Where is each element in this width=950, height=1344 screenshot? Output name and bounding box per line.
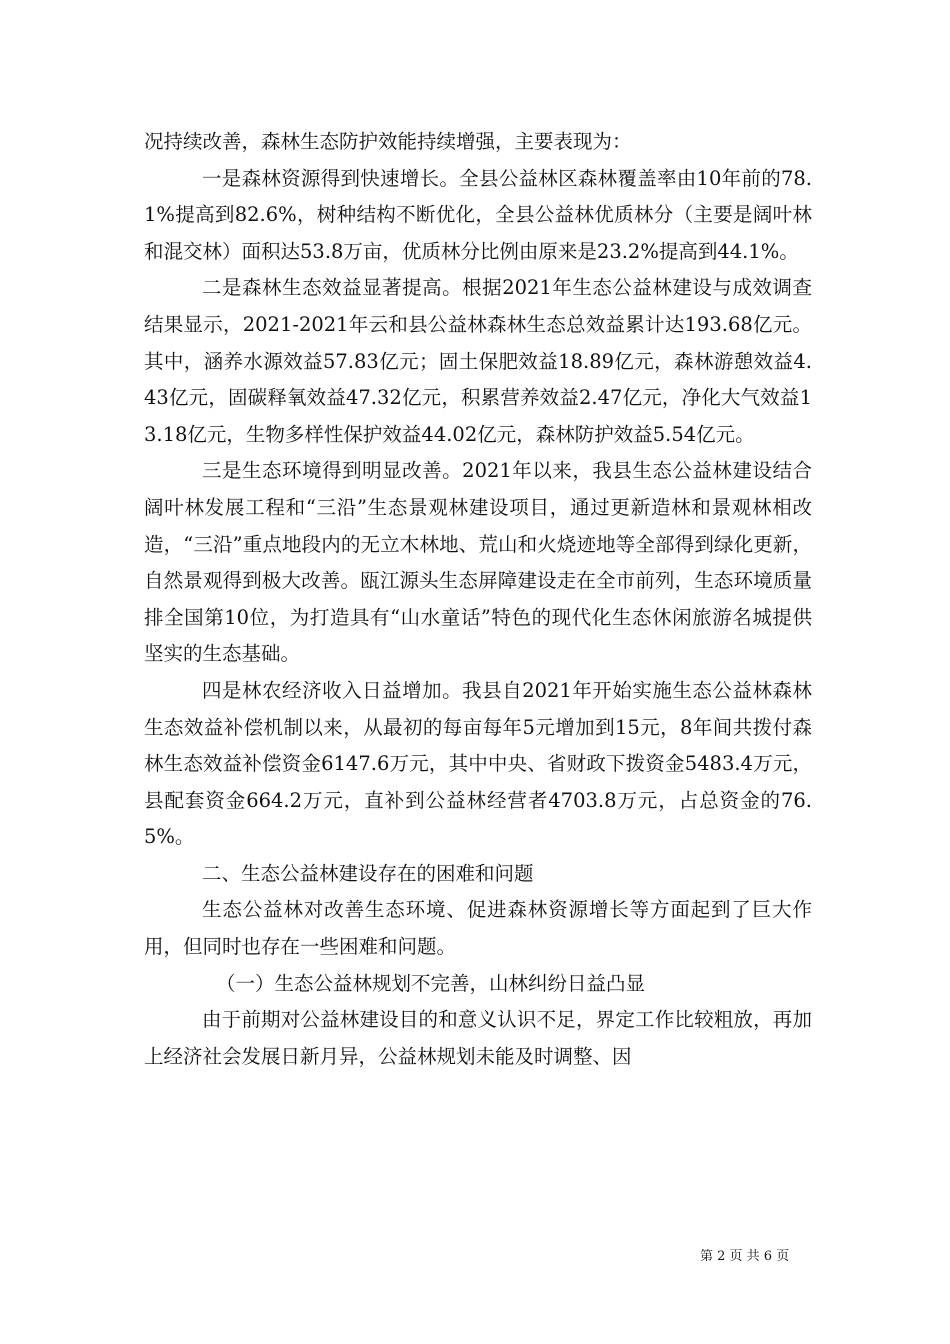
paragraph-farmer-income: 四是林农经济收入日益增加。我县自2021年开始实施生态公益林森林生态效益补偿机制以来，从最初的每亩每年5元增加到15元，8年间共拨付森林生态效益补偿资金6147.6万元，其中中央、省财政下拨资金5483.4万元，县配套资金664.2万元，直补到公益林经营者4703.8万元，占总资金的76.5%。 [144, 678, 812, 849]
page-number-footer: 第 2 页 共 6 页 [700, 1249, 790, 1264]
paragraph-planning-issue: 由于前期对公益林建设目的和意义认识不足，界定工作比较粗放，再加上经济社会发展日新月异，公益林规划未能及时调整、因 [144, 1008, 812, 1068]
paragraph-continuation: 况持续改善，森林生态防护效能持续增强，主要表现为： [144, 130, 632, 153]
paragraph-environment-improvement: 三是生态环境得到明显改善。2021年以来，我县生态公益林建设结合阔叶林发展工程和“三沿”生态景观林建设项目，通过更新造林和景观林相改造，“三沿”重点地段内的无立木林地、荒山和火烧迹地等全部得到绿化更新，自然景观得到极大改善。瓯江源头生态屏障建设走在全市前列，生态环境质量排全国第10位，为打造具有“山水童话”特色的现代化生态休闲旅游名城提供坚实的生态基础。 [144, 459, 812, 666]
section-heading-problems: 二、生态公益林建设存在的困难和问题 [202, 861, 534, 885]
paragraph-ecological-benefits: 二是森林生态效益显著提高。根据2021年生态公益林建设与成效调查结果显示，2021-2021年云和县公益林森林生态总效益累计达193.68亿元。其中，涵养水源效益57.83亿元；固土保肥效益18.89亿元，森林游憩效益4.43亿元，固碳释氧效益47.32亿元，积累营养效益2.47亿元，净化大气效益13.18亿元，生物多样性保护效益44.02亿元，森林防护效益5.54亿元。 [144, 276, 812, 446]
paragraph-forest-resources: 一是森林资源得到快速增长。全县公益林区森林覆盖率由10年前的78.1%提高到82.6%，树种结构不断优化，全县公益林优质林分（主要是阔叶林和混交林）面积达53.8万亩，优质林分比例由原来是23.2%提高到44.1%。 [144, 166, 812, 263]
subsection-heading-planning: （一）生态公益林规划不完善，山林纠纷日益凸显 [216, 971, 646, 995]
document-body [144, 124, 812, 1075]
paragraph-problems-intro: 生态公益林对改善生态环境、促进森林资源增长等方面起到了巨大作用，但同时也存在一些困难和问题。 [144, 898, 812, 959]
